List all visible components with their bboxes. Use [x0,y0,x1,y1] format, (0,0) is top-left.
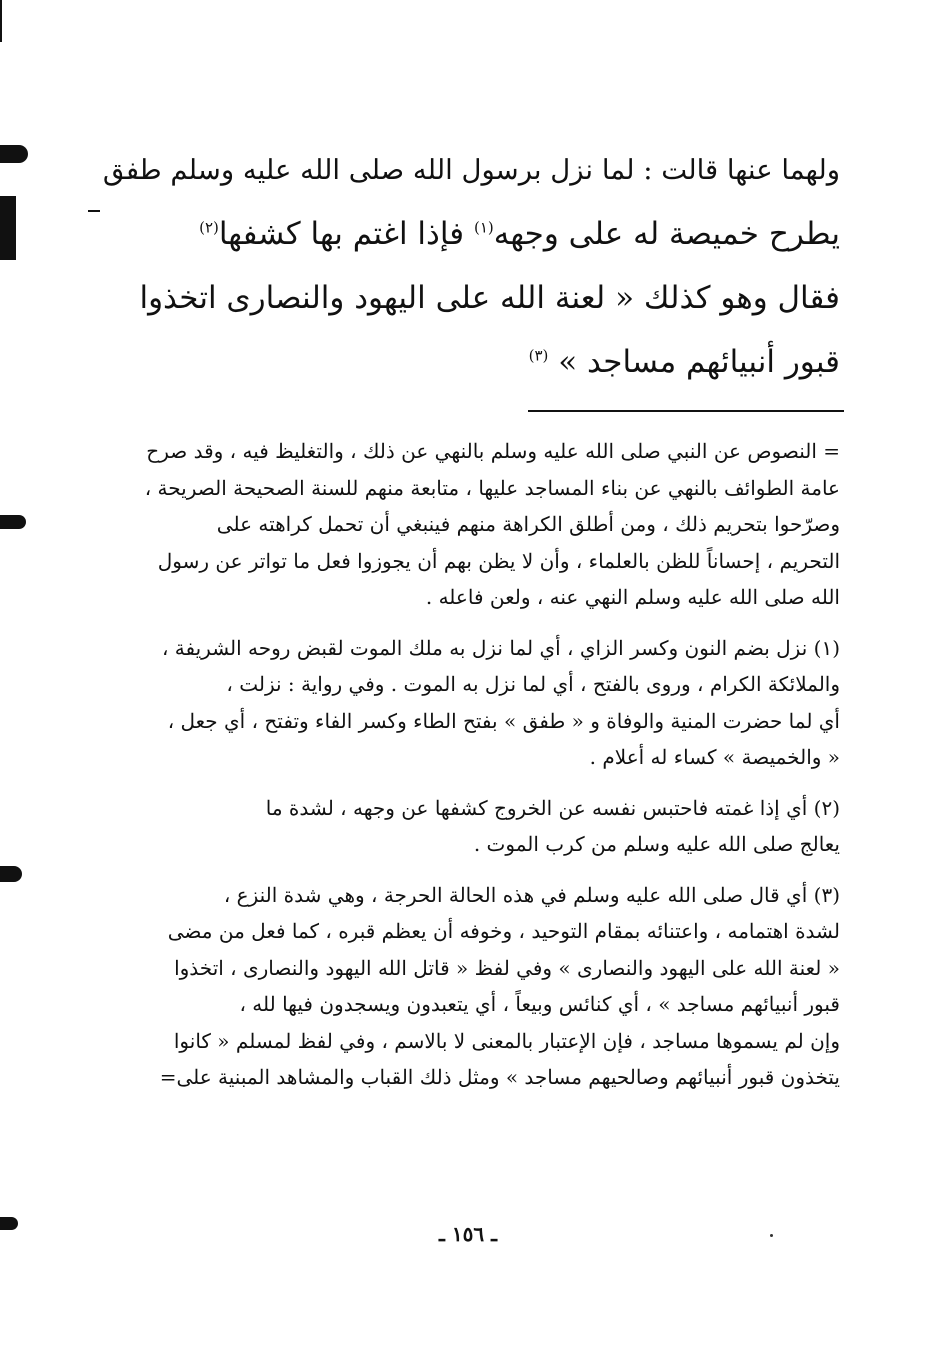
footnote-line: الله صلى الله عليه وسلم النهي عنه ، ولعن فاعله . [425,585,840,609]
footnote-line: يتخذون قبور أنبيائهم وصالحيهم مساجد » ومثل ذلك القباب والمشاهد المبنية على= [159,1065,840,1089]
scan-margin-blot [0,145,28,163]
footnote-reference: (٢) [199,218,219,237]
scan-margin-blot [0,866,22,882]
footnote-line: « والخميصة » كساء له أعلام . [589,745,840,769]
footnote-continuation [100,433,840,616]
footnote-line: عامة الطوائف بالنهي عن بناء المساجد عليها ، متابعة منهم للسنة الصحيحة الصريحة ، [144,475,840,500]
footnote-line: التحريم ، إحساناً للظن بالعلماء ، وأن لا يظن بهم أن يجوزوا فعل ما تواتر عن رسول [157,548,840,573]
footnote-line: وإن لم يسموها مساجد ، فإن الإعتبار بالمعنى لا بالاسم ، وفي لفظ لمسلم « كانوا [173,1028,840,1053]
footnote-3 [100,877,840,1096]
page-number: ـ ١٥٦ ـ [439,1222,497,1246]
main-line: ولهما عنها قالت : لما نزل برسول الله صلى الله عليه وسلم طفق [102,154,840,186]
main-line [100,330,840,394]
scan-edge-mark [0,0,2,42]
footnote-separator [528,410,844,412]
footnote-line: « لعنة الله على اليهود والنصارى » وفي لفظ « قاتل الله اليهود والنصارى ، اتخذوا [174,955,840,980]
footnote-line: (١) نزل بضم النون وكسر الزاي ، أي لما نزل به ملك الموت لقبض روحه الشريفة ، [161,635,840,660]
footnote-line: يعالج صلى الله عليه وسلم من كرب الموت . [473,832,840,856]
footnote-line: والملائكة الكرام ، وروى بالفتح ، أي لما نزل به الموت . وفي رواية : نزلت ، [226,672,840,696]
footnote-line: (٣) أي قال صلى الله عليه وسلم في هذه الحالة الحرجة ، وهي شدة النزع ، [223,882,840,907]
footnote-line: أي لما حضرت المنية والوفاة و « طفق » بفتح الطاء وكسر الفاء وتفتح ، أي جعل ، [167,708,840,733]
footnote-2 [100,790,840,863]
footnote-line: وصرّحوا بتحريم ذلك ، ومن أطلق الكراهة منهم فينبغي أن تحمل كراهته على [216,512,840,536]
hadith-text [100,138,840,394]
footnote-line: = النصوص عن النبي صلى الله عليه وسلم بالنهي عن ذلك ، والتغليظ فيه ، وقد صرح [146,439,840,463]
main-text-fragment: يطرح خميصة له على وجهه [493,216,840,252]
footnote-line: لشدة اهتمامه ، واعتنائه بمقام التوحيد ، وخوفه أن يعظم قبره ، كما فعل من مضى [167,919,840,943]
footnote-line: قبور أنبيائهم مساجد » ، أي كنائس وبيعاً ، أي يتعبدون ويسجدون فيها لله ، [239,992,840,1016]
main-line: فقال وهو كذلك « لعنة الله على اليهود والنصارى اتخذوا [139,280,840,316]
footnote-1 [100,630,840,776]
margin-dash [88,210,100,212]
main-text-fragment: فإذا اغتم بها كشفها [218,216,474,252]
main-line [100,202,840,266]
footnote-reference: (١) [473,218,494,237]
scan-binding-mark [0,196,16,260]
main-text-fragment: قبور أنبيائهم مساجد » [558,344,840,380]
scan-margin-blot [0,515,26,529]
footnote-line: (٢) أي إذا غمته فاحتبس نفسه عن الخروج كشفها عن وجهه ، لشدة ما [265,795,840,820]
footnotes [100,433,840,1110]
footnote-reference: (٣) [528,346,549,365]
